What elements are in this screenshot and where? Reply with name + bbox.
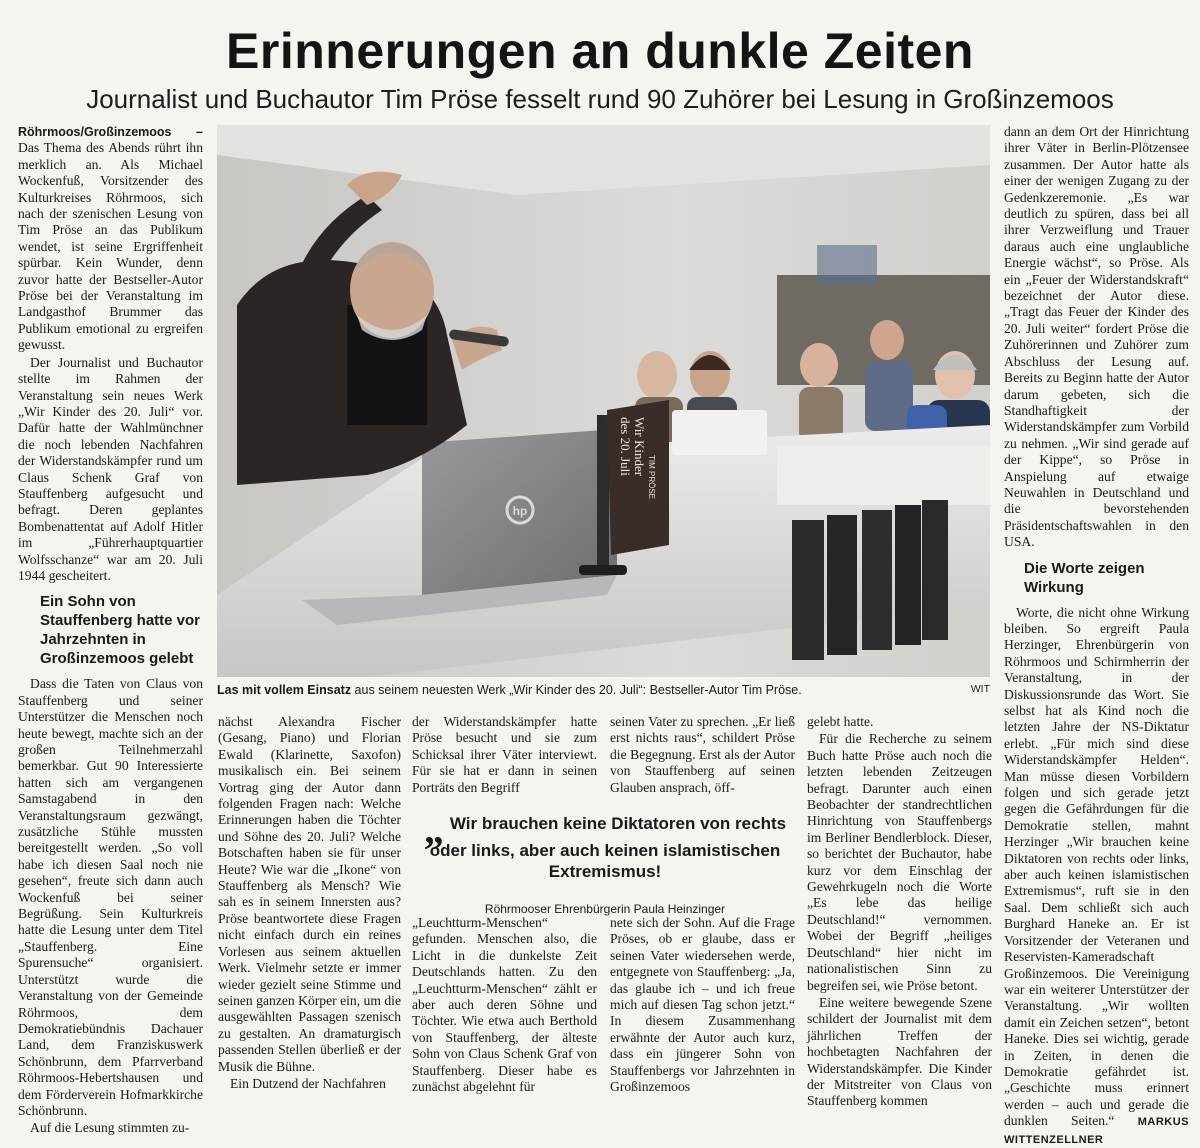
article-photo: [217, 125, 990, 677]
subheadline: Journalist und Buchautor Tim Pröse fesselt rund 90 Zuhörer bei Lesung in Großinzemoos: [86, 84, 1114, 114]
paragraph: Röhrmoos/Großinzemoos – Das Thema des Abends rührt ihn merklich an. Als Michael Wockenfuß, Vorsitzender des Kulturkreises Röhrmoos, sich nach der szenischen Lesung von Tim Pröse an das Publikum wendet, ist seine Ergriffenheit spürbar. Kein Wunder, denn zuvor hatte der Bestseller-Autor Pröse bei der Veranstaltung im Landgasthof Brummer das Publikum emotional zu ergreifen gewusst.: [18, 125, 203, 353]
article-column-1: [18, 124, 203, 1136]
article-column-4-bottom: nete sich der Sohn. Auf die Frage Pröses, ob er glaube, dass er seinen Vater wiedersehen werde, entgegnete von Stauffenberg: „Ja, das glaube ich – und ich freue mich auf diesen Tag schon jetzt.“ In diesem Zusammenhang erwähnte der Autor auch kurz, dass ein jüngerer Sohn von Stauffenbergs vor Jahrzehnten in Großinzemoos: [610, 915, 795, 1095]
svg-text:des 20. Juli: des 20. Juli: [618, 417, 633, 476]
quote-text: Wir brauchen keine Diktatoren von rechts oder links, aber auch keinen islamistischen Extremismus!: [429, 814, 787, 881]
quote-source: Röhrmooser Ehrenbürgerin Paula Heinzinger: [484, 902, 726, 916]
photo-caption: Las mit vollem Einsatz aus seinem neuesten Werk „Wir Kinder des 20. Juli“: Bestseller-Autor Tim Pröse. WIT: [217, 683, 990, 697]
paragraph: Der Journalist und Buchautor stellte im Rahmen der Veranstaltung sein neues Werk „Wir Kinder des 20. Juli“ vor. Dafür hatte der Wahlmünchner die noch lebenden Nachfahren der Widerstandskämpfer rund um Claus Schenk Graf von Stauffenberg aufgesucht und befragt. Deren geplantes Bombenattentat auf Adolf Hitler im „Führerhauptquartier Wolfsschanze“ war am 20. Juli 1944 gescheitert.: [18, 354, 203, 583]
paragraph: gelebt hatte.: [807, 714, 874, 729]
section-subtitle: Die Worte zeigen Wirkung: [1024, 559, 1145, 596]
svg-text:TIM PRÖSE: TIM PRÖSE: [647, 455, 656, 500]
article-column-5: [807, 714, 992, 1114]
quote-mark: „: [423, 807, 444, 852]
article-column-6: [1004, 124, 1189, 1146]
svg-text:hp: hp: [512, 504, 528, 518]
headline: Erinnerungen an dunkle Zeiten: [226, 23, 974, 79]
paragraph: Eine weitere bewegende Szene schildert der Journalist mit dem jährlichen Treffen der hochbetagten Nachfahren der Widerstandskämpfer. Die Kinder der Mitstreiter von Claus von Stauffenberg kommen: [807, 994, 992, 1109]
article-column-3-top: der Widerstandskämpfer hatte Pröse besucht und sie zum Schicksal ihrer Väter interviewt. Für sie hat er dann in seinen Porträts den Begriff: [412, 714, 597, 795]
paragraph: Ein Dutzend der Nachfahren: [230, 1075, 386, 1091]
pull-quote: [410, 807, 800, 916]
photo-credit: WIT: [970, 683, 990, 695]
svg-text:Wir Kinder: Wir Kinder: [632, 417, 647, 477]
article-column-2: [218, 714, 401, 1114]
paragraph: Dass die Taten von Claus von Stauffenberg und seiner Unterstützer die Menschen noch heute bewegt, machte sich an der großen Teilnehmerzahl bemerkbar. Gut 90 Interessierte hatten sich am vergangenen Samstagabend in den Veranstaltungsraum gezwängt, zusätzliche Stühle mussten bereitgestellt werden. „So voll habe ich diesen Saal noch nie gesehen“, freute sich dann auch Wockenfuß bei seiner Begrüßung. Sein Kulturkreis hatte die Lesung unter dem Titel „Stauffenberg. Eine Spurensuche“ organisiert. Unterstützt wurde die Veranstaltung von der Gemeinde Röhrmoos, dem Demokratiebündnis Dachauer Land, dem Franziskuswerk Schönbrunn, dem Pfarrverband Röhrmoos-Hebertshausen und dem Förderverein Hofmarkkirche Schönbrunn.: [18, 676, 203, 1118]
paragraph: Worte, die nicht ohne Wirkung bleiben. So ergreift Paula Herzinger, Ehrenbürgerin von Röhrmoos und Schirmherrin der Veranstaltung, in der Diskussionsrunde das Wort. Sie selbst hat als Kind noch die letzten Jahre der NS-Diktatur erlebt. „Für mich sind diese Widerstandskämpfer Helden“. Man müsse diesen Vorbildern folgen und sich gerade jetzt gegen die Gefährdungen für die Demokratie stellen, mahnt Herzinger „Wir brauchen keine Diktatoren von rechts oder links, aber auch keinen islamistischen Extremismus“, ruft sie in den Saal. Dem schließt sich auch Burghard Haneke an. Er ist Vorsitzender der Veteranen und Reservisten-Kameradschaft Großinzemoos. Die Vereinigung war ein weiterer Unterstützer der Veranstaltung. „Wir wollten damit ein Zeichen setzen“, betont Haneke. Dies sei wichtig, gerade in Zeiten, in denen die Demokratie gefährdet ist. „Geschichte muss erinnert werden – auch und gerade die dunklen Seiten.“ MARKUS WITTENZELLNER: [1004, 604, 1189, 1146]
byline: MARKUS WITTENZELLNER: [1004, 1116, 1189, 1146]
book-stack: [792, 500, 948, 660]
article-column-4-top: seinen Vater zu sprechen. „Er ließ erst nichts raus“, schildert Pröse die Begegnung. Erst als der Autor von Stauffenberg auf seinen Glauben ansprach, öff-: [610, 714, 795, 795]
paragraph: dann an dem Ort der Hinrichtung ihrer Väter in Berlin-Plötzensee zusammen. Der Autor hatte als einer der wenigen Zugang zu der Gedenkzeremonie. „Es war deutlich zu spüren, dass bei all ihrer Verzweiflung und Trauer daraus auch eine unglaubliche Energie wächst“, so Pröse. Als ein „Feuer der Widerstandskraft“ bezeichnet der Autor diese. „Tragt das Feuer der Kinder des 20. Juli weiter“ fordert Pröse die Zuhörerinnen und Zuhörer zum Abschluss der Lesung auf. Bereits zu Beginn hatte der Autor darum gebeten, sich die Standhaftigkeit der Widerstandskämpfer zum Vorbild zu nehmen. „Wir sind gerade auf der Kippe“, so Pröse in Anspielung auf etwaige Neuwahlen in Deutschland und die bevorstehenden Präsidentschaftswahlen in den USA.: [1004, 124, 1189, 550]
dateline: Röhrmoos/Großinzemoos –: [18, 125, 203, 139]
paragraph: Für die Recherche zu seinem Buch hatte Pröse auch noch die letzten lebenden Zeitzeugen befragt. Darunter auch einen Beobachter der standrechtlichen Hinrichtung von Stauffenbergs im Berliner Bendlerblock. Dieser, so berichtet der Buchautor, habe kurz vor dem Einschlag der Gewehrkugeln noch die Worte „Es lebe das heilige Deutschland!“ vernommen. Wobei der Begriff „heiliges Deutschland“ hier nicht im nationalistischen Sinn zu begreifen sei, wie Pröse betont.: [807, 731, 992, 993]
section-subtitle: Ein Sohn von Stauffenberg hatte vor Jahrzehnten in Großinzemoos gelebt: [40, 593, 201, 668]
paragraph: nächst Alexandra Fischer (Gesang, Piano) und Florian Ewald (Klarinette, Saxofon) musikalisch ein. Bei seinem Vortrag ging der Autor dann folgenden Fragen nach: Welche Erinnerungen haben die Töchter und Söhne des 20. Juli? Welche Botschaften haben sie für unser Heute? Wie war die „Ikone“ von Stauffenberg als Mensch? Wie sah es in seinem Innersten aus? Pröse beantwortete diese Fragen nicht einfach durch ein reines Vorlesen aus seinem aktuellen Werk. Vielmehr setzte er immer wieder gezielt seine Stimme und seinen ganzen Körper ein, um die ausgewählten Passagen szenisch zu gestalten. An dramaturgisch passenden Stellen überließ er der Musik die Bühne.: [218, 714, 401, 1074]
article-column-3-bottom: „Leuchtturm-Menschen“ gefunden. Menschen also, die Licht in die dunkelste Zeit Deutschlands hatten. Zu den „Leuchtturm-Menschen“ zählt er aber auch deren Söhne und Töchter. Wie etwa auch Berthold von Stauffenberg, der älteste Sohn von Claus Schenk Graf von Stauffenberg. Dieser habe es zunächst abgelehnt für: [412, 915, 597, 1095]
paragraph: Auf die Lesung stimmten zu-: [30, 1120, 190, 1136]
